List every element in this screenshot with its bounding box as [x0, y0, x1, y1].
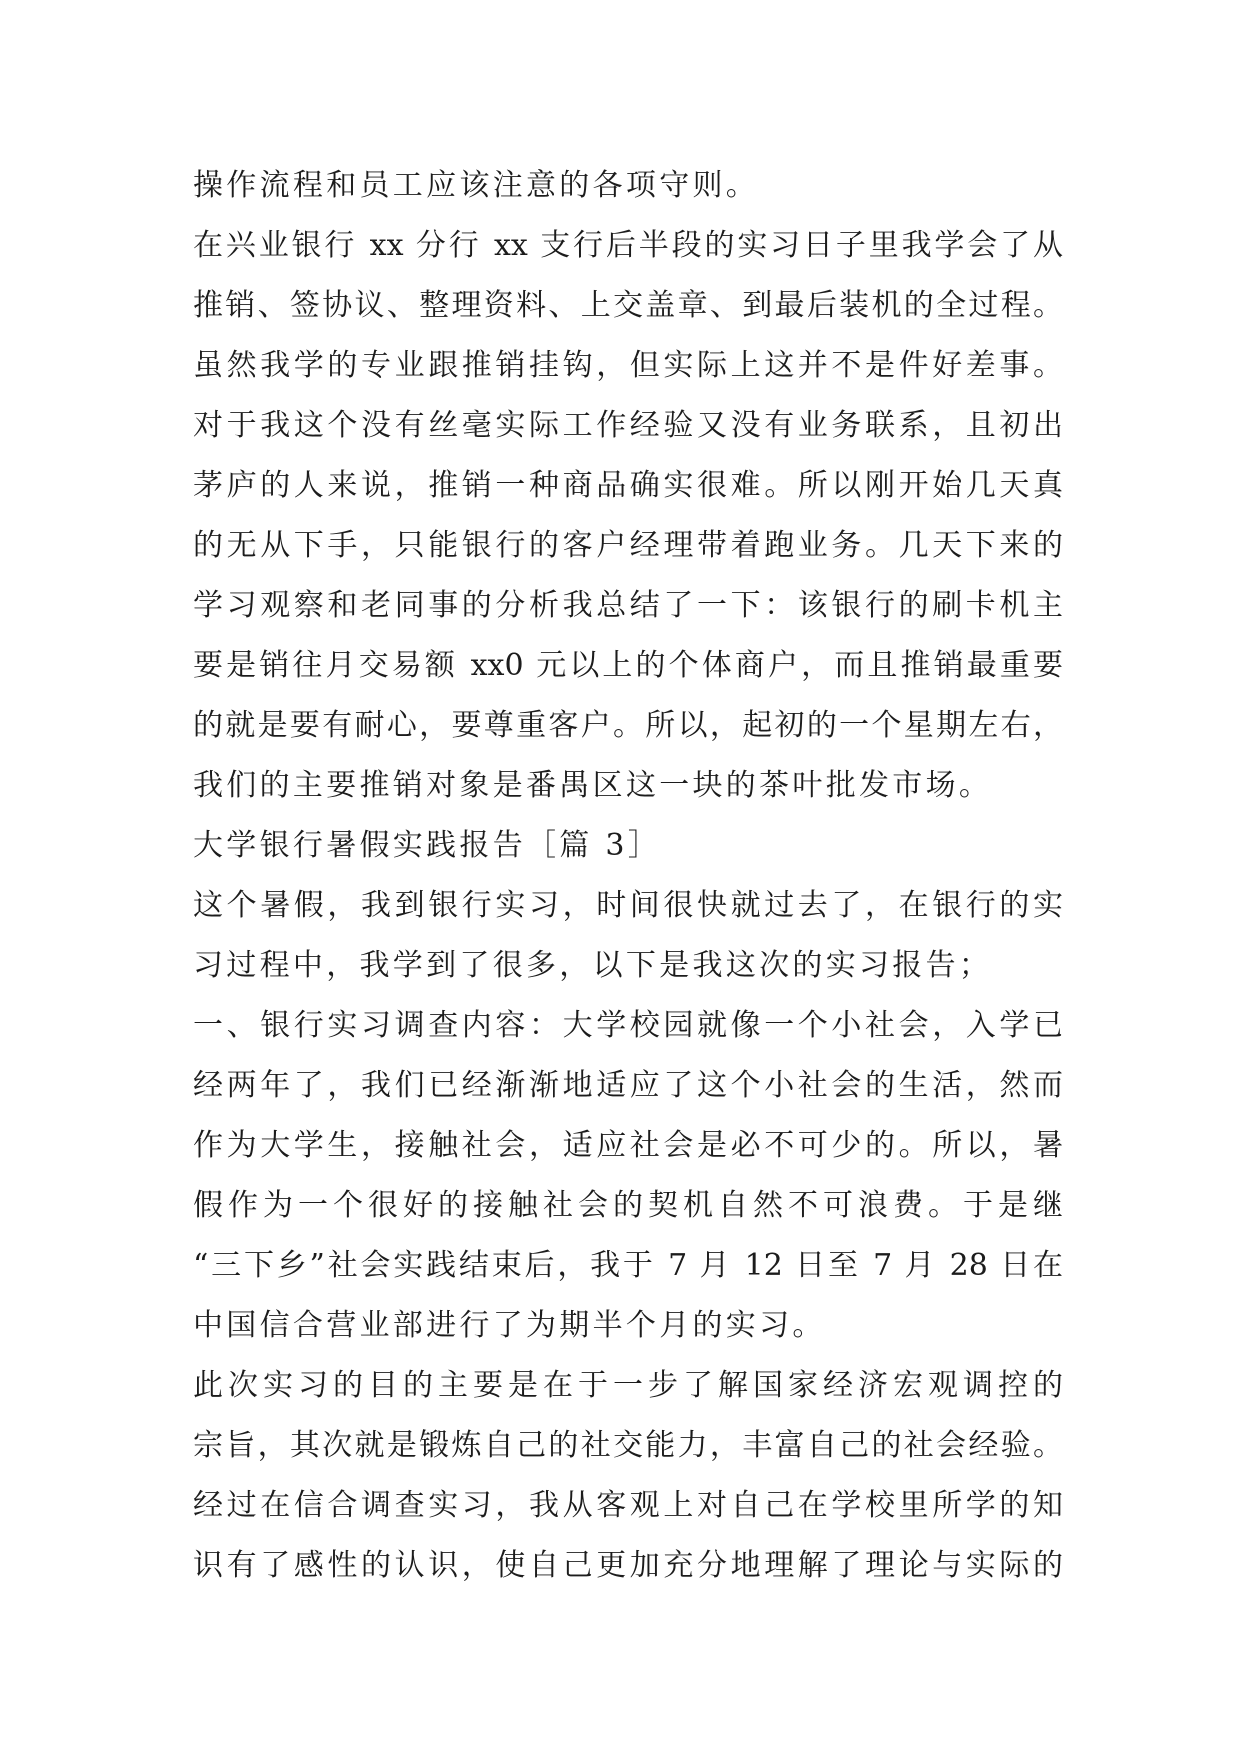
text-line: 经两年了，我们已经渐渐地适应了这个小社会的生活，然而 [193, 1068, 1063, 1103]
text-line: 习过程中，我学到了很多，以下是我这次的实习报告； [193, 948, 993, 983]
text-line: 中国信合营业部进行了为期半个月的实习。 [193, 1308, 826, 1343]
text-line: 在兴业银行 xx 分行 xx 支行后半段的实习日子里我学会了从 [193, 228, 1063, 263]
text-line: 假作为一个很好的接触社会的契机自然不可浪费。于是继 [193, 1188, 1063, 1223]
text-line: 宗旨，其次就是锻炼自己的社交能力，丰富自己的社会经验。 [193, 1428, 1063, 1463]
text-line: 茅庐的人来说，推销一种商品确实很难。所以刚开始几天真 [193, 468, 1063, 503]
text-line: 我们的主要推销对象是番禺区这一块的茶叶批发市场。 [193, 768, 993, 803]
text-line: 的无从下手，只能银行的客户经理带着跑业务。几天下来的 [193, 528, 1063, 563]
text-line: 学习观察和老同事的分析我总结了一下：该银行的刷卡机主 [193, 588, 1063, 623]
text-line: 推销、签协议、整理资料、上交盖章、到最后装机的全过程。 [193, 288, 1063, 323]
text-line: 虽然我学的专业跟推销挂钩，但实际上这并不是件好差事。 [193, 348, 1063, 383]
text-line: 作为大学生，接触社会，适应社会是必不可少的。所以，暑 [193, 1128, 1063, 1163]
text-line: 经过在信合调查实习，我从客观上对自己在学校里所学的知 [193, 1488, 1063, 1523]
section-heading: 大学银行暑假实践报告［篇 3］ [193, 828, 662, 863]
text-line: 这个暑假，我到银行实习，时间很快就过去了，在银行的实 [193, 888, 1063, 923]
text-line: 操作流程和员工应该注意的各项守则。 [193, 168, 760, 203]
text-line: 一、银行实习调查内容：大学校园就像一个小社会，入学已 [193, 1008, 1063, 1043]
text-line: “三下乡”社会实践结束后，我于 7 月 12 日至 7 月 28 日在 [193, 1248, 1063, 1283]
text-line: 识有了感性的认识，使自己更加充分地理解了理论与实际的 [193, 1548, 1063, 1583]
text-line: 此次实习的目的主要是在于一步了解国家经济宏观调控的 [193, 1368, 1063, 1403]
body-text [193, 156, 1063, 1596]
text-line: 对于我这个没有丝毫实际工作经验又没有业务联系，且初出 [193, 408, 1063, 443]
text-line: 的就是要有耐心，要尊重客户。所以，起初的一个星期左右， [193, 708, 1063, 743]
text-line: 要是销往月交易额 xx0 元以上的个体商户，而且推销最重要 [193, 648, 1063, 683]
